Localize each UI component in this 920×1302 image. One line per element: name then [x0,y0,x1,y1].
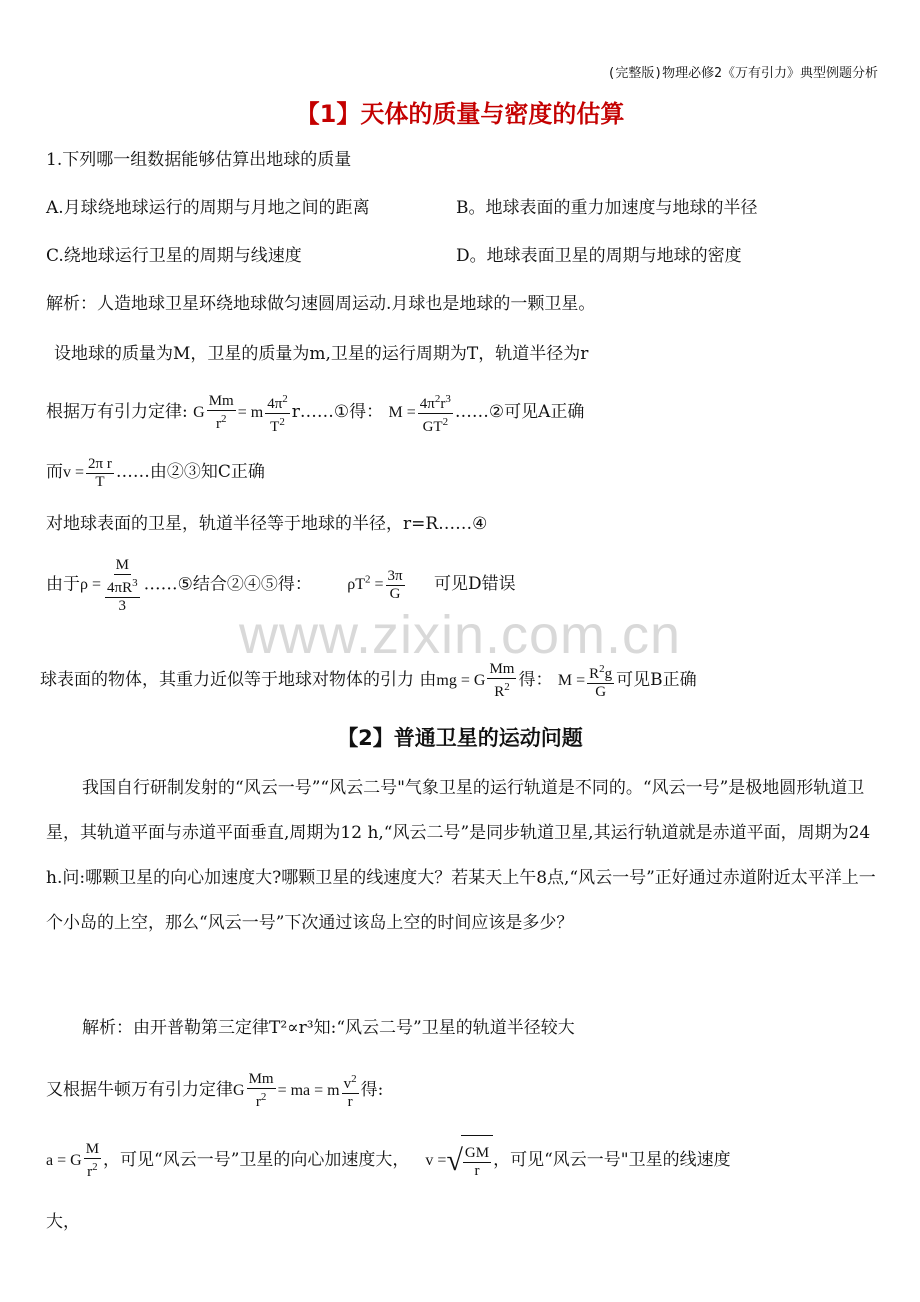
eq1-prefix: 根据万有引力定律: [46,402,188,422]
s2-eq1-math: G $\frac{Mm}{r^2}$ = ma = m $\frac{v^2}{r}$ [233,1071,357,1111]
section2-last-line: 大， [46,1212,80,1232]
s2-eq1-suffix: 得: [360,1080,384,1100]
s2-eq2-suffix: ，可见“风云一号"卫星的线速度 [493,1150,731,1170]
eq3-mid: ……⑤结合②④⑤得： [143,574,312,595]
document-header: (完整版)物理必修2《万有引力》典型例题分析 [607,66,878,81]
option-b: B。地球表面的重力加速度与地球的半径 [456,198,758,218]
options-cd [46,244,880,268]
eq2-math: v = $\frac{\text{2π r}}{T}$ [63,455,112,490]
option-a: A.月球绕地球运行的周期与月地之间的距离 [46,198,370,218]
s2-eq2-mid: ，可见“风云一号”卫星的向心加速度大， [103,1150,410,1170]
eq4-suffix: 可见B正确 [616,670,697,690]
watermark: www.zixin.com.cn [238,605,682,665]
eq4-prefix: 球表面的物体，其重力近似等于地球对物体的引力 由 [40,670,437,690]
section2-title: 【2】普通卫星的运动问题 [337,726,583,750]
question-1: 1.下列哪一组数据能够估算出地球的质量 [46,150,352,170]
eq3-result: $\rho T^2$ = $\frac{3\pi}{G}$ [347,568,403,603]
eq3-suffix: 可见D错误 [434,574,516,595]
analysis-line-1: 解析：人造地球卫星环绕地球做匀速圆周运动.月球也是地球的一颗卫星。 [46,294,596,314]
s2-eq2-accel: a = G $\frac{M}{r^2}$ [46,1141,100,1181]
eq1-mid: r……①得： [291,402,384,422]
equation-gravity [46,388,880,437]
option-d: D。地球表面卫星的周期与地球的密度 [456,246,742,266]
paragraph-text: 我国自行研制发射的“风云一号”“风云二号"气象卫星的运行轨道是不同的。“风云一号”是极地圆形轨道卫星，其轨道平面与赤道平面垂直,周期为12 h,“风云二号”是同步轨道卫星,其运行轨道就是赤道平面，周期为24 h.问:哪颗卫星的向心加速度大?哪颗卫星的线速度大？若某天上午8点,“风云一号”正好通过赤道附近太平洋上一个小岛的上空，那么“风云一号”下次通过该岛上空的时间应该是多少？ [46,778,876,933]
section2-analysis: 解析：由开普勒第三定律T²∝r³知:“风云二号”卫星的轨道半径较大 [82,1018,575,1038]
equation-surface-gravity [40,656,880,705]
s2-eq1-prefix: 又根据牛顿万有引力定律 [46,1080,233,1100]
surface-satellite-line: 对地球表面的卫星，轨道半径等于地球的半径，r=R……④ [46,514,488,534]
section1-title: 【1】天体的质量与密度的估算 [295,100,625,128]
options-ab [46,196,880,220]
s2-eq2-velocity: v = √ $\frac{GM}{r}$ [425,1152,493,1169]
eq2-prefix: 而 [46,462,63,482]
eq4-mid: 得： [518,670,553,690]
equation-acceleration-velocity [46,1134,880,1188]
eq2-suffix: ……由②③知C正确 [115,462,265,482]
eq3-math: ρ = $\frac{M}{\frac{4\pi R^3}{3}}$ [80,556,138,614]
eq4-math: mg = G $\frac{Mm}{R^2}$ [436,661,515,701]
eq1-suffix: ……②可见A正确 [454,402,585,422]
eq1-math: G $\frac{Mm}{r^2}$ = m $\frac{4\pi^2}{T^2}$ [193,392,288,435]
problem-paragraph [46,766,880,946]
eq3-prefix: 由于 [46,574,80,595]
eq1-result: M = $\frac{4\pi^2r^3}{GT^2}$ [388,392,451,435]
eq4-result: M = $\frac{R^2g}{G}$ [557,663,613,701]
equation-newton [46,1064,880,1117]
option-c: C.绕地球运行卫星的周期与线速度 [46,246,302,266]
equation-velocity [46,448,880,497]
analysis-line-2: 设地球的质量为M，卫星的质量为m,卫星的运行周期为T，轨道半径为r [54,344,589,364]
